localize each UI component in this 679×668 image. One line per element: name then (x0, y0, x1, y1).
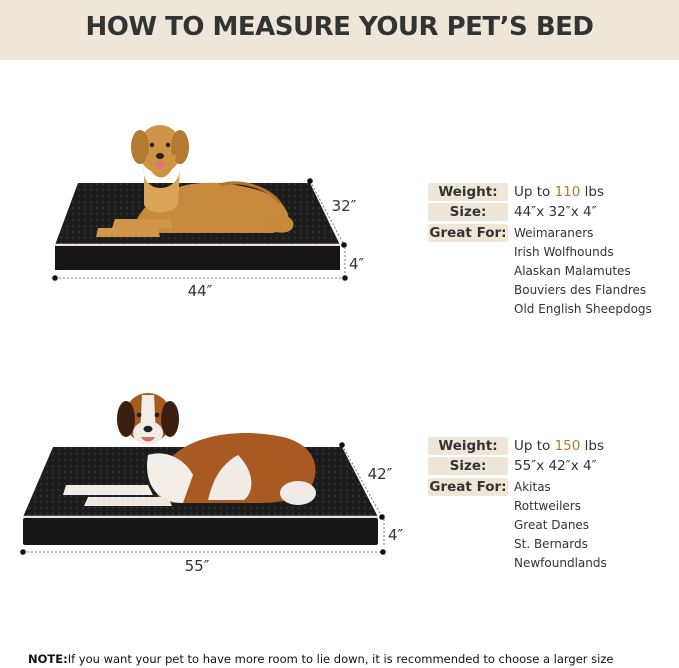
size-value: 55″x 42″x 4″ (514, 458, 597, 474)
note-label: NOTE: (28, 652, 68, 666)
size-label: Size: (428, 457, 508, 475)
weight-value: Up to 110 lbs (514, 184, 605, 200)
breed-item: Great Danes (514, 518, 590, 532)
weight-label: Weight: (428, 437, 508, 455)
breed-item: St. Bernards (514, 537, 588, 551)
breed-item: Bouviers des Flandres (514, 283, 647, 297)
size-label: Size: (428, 203, 508, 221)
breed-item: Old English Sheepdogs (514, 302, 652, 316)
bed-1-length-label: 44″ (187, 282, 213, 300)
bed-1-scene (40, 115, 370, 305)
bed-2-length-label: 55″ (184, 557, 210, 575)
bed-2-specs (428, 437, 668, 577)
breed-item: Weimaraners (514, 226, 594, 240)
bed-2-height-label: 4″ (388, 526, 404, 544)
golden-retriever-image (96, 125, 293, 237)
bed-2-illustration (8, 385, 408, 580)
great-for-label: Great For: (429, 225, 507, 241)
breed-item: Newfoundlands (514, 556, 607, 570)
bed-1-specs (428, 183, 668, 323)
page-title: HOW TO MEASURE YOUR PET’S BED (85, 12, 594, 42)
bed-1-depth-label: 32″ (331, 197, 357, 215)
size-value: 44″x 32″x 4″ (514, 204, 597, 220)
bed-2-scene (8, 385, 408, 580)
breed-item: Alaskan Malamutes (514, 264, 631, 278)
weight-value: Up to 150 lbs (514, 438, 605, 454)
breed-item: Akitas (514, 480, 551, 494)
weight-label: Weight: (428, 183, 508, 201)
size-note (28, 652, 668, 666)
note-text: If you want your pet to have more room to lie down, it is recommended to choose a larger size (67, 652, 614, 666)
bed-1-illustration (40, 115, 370, 305)
great-for-label: Great For: (429, 479, 507, 495)
bed-2-depth-label: 42″ (367, 465, 393, 483)
bed-1-height-label: 4″ (349, 255, 365, 273)
breed-item: Rottweilers (514, 499, 581, 513)
title-banner (0, 0, 679, 60)
breed-item: Irish Wolfhounds (514, 245, 614, 259)
